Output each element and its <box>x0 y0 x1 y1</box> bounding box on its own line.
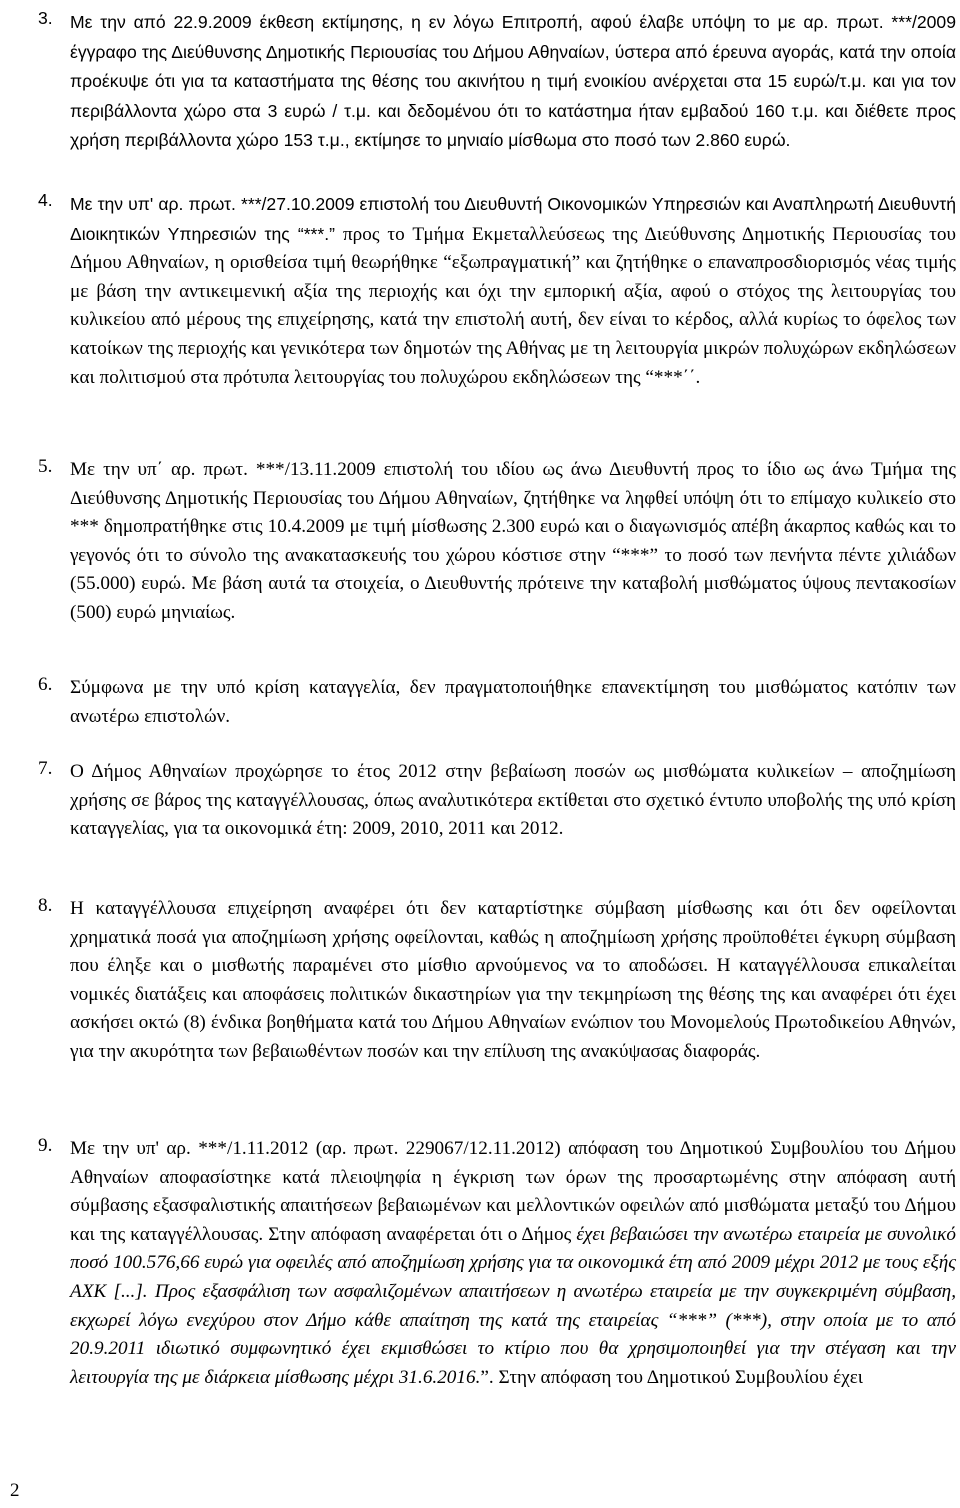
item-number: 3. <box>38 8 53 28</box>
item-text-quote: έχει βεβαιώσει την ανωτέρω εταιρεία με συνολικό ποσό 100.576,66 ευρώ για οφειλές από αποζημίωση χρήσης για τα οικονομικά έτη από 2009 μέχρι 2012 με τους εξής ΑΧΚ [...]. Προς εξασφάλιση των ασφαλιζομένων απαιτήσεων η ανωτέρω εταιρεία με την συγκεκριμένη σύμβαση, εκχωρεί λόγω ενεχύρου στον Δήμο κάθε απαίτηση της κατά της εταιρείας “***” (***), στην οποία με το από 20.9.2011 ιδιωτικό συμφωνητικό έχει εκμισθώσει το κτίριο που θα χρησιμοποιηθεί για την στέγαση και την λειτουργία της με διάρκεια μίσθωσης μέχρι 31.6.2016. <box>70 1223 956 1388</box>
item-text-part: Με την υπ' αρ. πρωτ. ***/27.10.2009 επιστολή του Διευθυντή Οικονομικών Υπηρεσιών και Αναπληρωτή Διευθυντή Διοικητικών Υπηρεσιών της “***.” <box>70 194 956 244</box>
item-text-part: Με την υπ' αρ. ***/1.11.2012 (αρ. πρωτ. 229067/12.11.2012) απόφαση του Δημοτικού Συμβουλίου του Δήμου Αθηναίων αποφασίστηκε κατά πλειοψηφία η έγκριση των όρων της προσαρτωμένης στην απόφαση αυτή σύμβασης εξασφαλιστικής απαιτήσεων βεβαιωμένων και μελλοντικών οφειλών από μισθώματα μεταξύ του Δήμου και της καταγγέλλουσας. Στην απόφαση αναφέρεται ότι ο Δήμος <box>70 1138 956 1245</box>
item-number: 7. <box>38 758 53 779</box>
item-text <box>70 758 956 844</box>
item-text <box>70 190 956 392</box>
item-number: 9. <box>38 1135 53 1156</box>
item-text-part: Η καταγγέλλουσα επιχείρηση αναφέρει ότι δεν καταρτίστηκε σύμβαση μίσθωσης και ότι δεν οφείλονται χρηματικά ποσά για αποζημίωση χρήσης οφείλονται, καθώς η αποζημίωση χρήσης προϋποθέτει έγκυρη σύμβαση που έληξε και ο μισθωτής παραμένει στο μίσθιο αρνούμενος να το αποδώσει. Η καταγγέλλουσα επικαλείται νομικές διατάξεις και αποφάσεις πολιτικών δικαστηρίων για την τεκμηρίωση της θέσης της και αναφέρει ότι έχει ασκήσει οκτώ (8) ένδικα βοηθήματα κατά του Δήμου Αθηναίων ενώπιον του Μονομελούς Πρωτοδικείου Αθηνών, για την ακυρότητα των βεβαιωθέντων ποσών και την επίλυση της ανακύψασας διαφοράς. <box>70 898 956 1062</box>
item-number: 6. <box>38 674 53 695</box>
list-item-8 <box>38 895 956 1067</box>
item-number: 8. <box>38 895 53 916</box>
item-text-part: Σύμφωνα με την υπό κρίση καταγγελία, δεν πραγματοποιήθηκε επανεκτίμηση του μισθώματος κατόπιν των ανωτέρω επιστολών. <box>70 677 956 727</box>
item-text-part: Με την από 22.9.2009 έκθεση εκτίμησης, η εν λόγω Επιτροπή, αφού έλαβε υπόψη το με αρ. πρωτ. ***/2009 έγγραφο της Διεύθυνσης Δημοτικής Περιουσίας του Δήμου Αθηναίων, ύστερα από έρευνα αγοράς, κατά την οποία προέκυψε ότι για τα καταστήματα της θέσης του ακινήτου η τιμή ενοικίου ανέρχεται στα 15 ευρώ/τ.μ. και για τον περιβάλλοντα χώρο στα 3 ευρώ / τ.μ. και δεδομένου ότι το κατάστημα ήταν εμβαδού 160 τ.μ. και διέθετε προς χρήση περιβάλλοντα χώρο 153 τ.μ., εκτίμησε το μηνιαίο μίσθωμα στο ποσό των 2.860 ευρώ. <box>70 12 956 151</box>
list-item-7 <box>38 758 956 844</box>
item-number: 4. <box>38 190 53 210</box>
item-number: 5. <box>38 456 53 477</box>
list-item-6 <box>38 674 956 731</box>
list-item-9 <box>38 1135 956 1392</box>
list-item-3 <box>38 8 956 156</box>
item-text <box>70 8 956 156</box>
item-text-part: ”. Στην απόφαση του Δημοτικού Συμβουλίου έχει <box>480 1366 863 1388</box>
item-text <box>70 895 956 1067</box>
list-item-5 <box>38 456 956 628</box>
item-text <box>70 1135 956 1392</box>
item-text-part: Ο Δήμος Αθηναίων προχώρησε το έτος 2012 στην βεβαίωση ποσών ως μισθώματα κυλικείων – αποζημίωση χρήσης σε βάρος της καταγγέλλουσας, όπως αναλυτικότερα εκτίθεται στο σχετικό έντυπο υποβολής της υπό κρίση καταγγελίας, για τα οικονομικά έτη: 2009, 2010, 2011 και 2012. <box>70 761 956 840</box>
page-number: 2 <box>10 1480 20 1501</box>
item-text-part: Με την υπ΄ αρ. πρωτ. ***/13.11.2009 επιστολή του ιδίου ως άνω Διευθυντή προς το ίδιο ως άνω Τμήμα της Διεύθυνσης Δημοτικής Περιουσίας του Δήμου Αθηναίων, ζητήθηκε να ληφθεί υπόψη ότι το επίμαχο κυλικείο στο *** δημοπρατήθηκε στις 10.4.2009 με τιμή μίσθωσης 2.300 ευρώ και ο διαγωνισμός απέβη άκαρπος καθώς και το γεγονός ότι το σύνολο της ανακατασκευής του χώρου κόστισε στην “***” το ποσό των πενήντα πέντε χιλιάδων (55.000) ευρώ. Με βάση αυτά τα στοιχεία, ο Διευθυντής πρότεινε την καταβολή μισθώματος ύψους πεντακοσίων (500) ευρώ μηνιαίως. <box>70 459 956 623</box>
item-text-part: προς το Τμήμα Εκμεταλλεύσεως της Διεύθυνσης Δημοτικής Περιουσίας του Δήμου Αθηναίων, η ορισθείσα τιμή θεωρήθηκε “εξωπραγματική” και ζητήθηκε ο επαναπροσδιορισμός νέας τιμής με βάση την αντικειμενική αξία της περιοχής και όχι την εμπορική αξία, αφού ο στόχος της λειτουργίας του κυλικείου από μέρους της επιχείρησης, κατά την επιστολή αυτή, δεν είναι το κέρδος, αλλά κυρίως το όφελος των κατοίκων της περιοχής και γενικότερα των δημοτών της Αθήνας με τη λειτουργία μικρών πολυχώρων εκδηλώσεων και πολιτισμού στα πρότυπα λειτουργίας του πολυχώρου εκδηλώσεων της “***΄΄. <box>70 223 956 388</box>
list-item-4 <box>38 190 956 392</box>
item-text <box>70 456 956 628</box>
item-text <box>70 674 956 731</box>
